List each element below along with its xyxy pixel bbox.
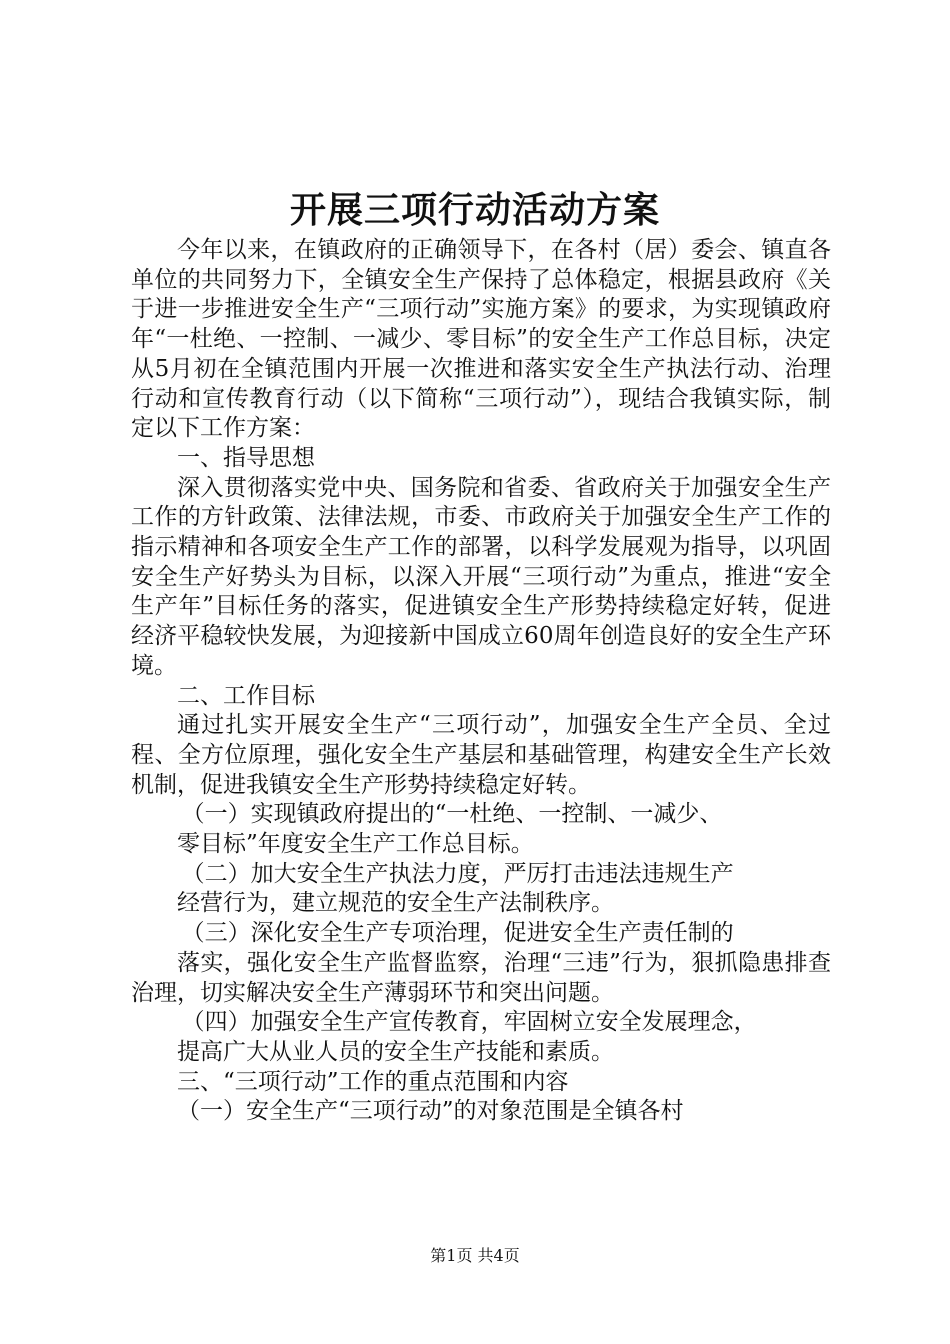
goal-item-4-line-2: 提高广大从业人员的安全生产技能和素质。 — [177, 1038, 614, 1065]
paragraph-work-goals: 通过扎实开展安全生产“三项行动”，加强安全生产全员、全过程、全方位原理，强化安全生产基层和基础管理，构建安全生产长效机制，促进我镇安全生产形势持续稳定好转。 — [131, 712, 831, 798]
goal-item-1-line-2: 零目标”年度安全生产工作总目标。 — [177, 831, 534, 858]
page-footer: 第1页 共4页 — [430, 1246, 520, 1265]
goal-item-2-line-2: 经营行为，建立规范的安全生产法制秩序。 — [177, 890, 614, 917]
document-title: 开展三项行动活动方案 — [289, 189, 660, 231]
goal-item-4-line-1: （四）加强安全生产宣传教育，牢固树立安全发展理念， — [181, 1009, 757, 1036]
goal-item-3-line-1: （三）深化安全生产专项治理，促进安全生产责任制的 — [181, 920, 734, 947]
goal-item-3-line-2: 落实，强化安全生产监督监察，治理“三违”行为，狠抓隐患排查治理，切实解决安全生产薄弱环节和突出问题。 — [131, 949, 831, 1006]
heading-work-goals: 二、工作目标 — [177, 682, 315, 709]
heading-guiding-ideology: 一、指导思想 — [177, 444, 315, 471]
paragraph-scope-item-1: （一）安全生产“三项行动”的对象范围是全镇各村 — [177, 1098, 684, 1125]
goal-item-1-line-1: （一）实现镇政府提出的“一杜绝、一控制、一减少、 — [181, 801, 723, 828]
goal-item-2-line-1: （二）加大安全生产执法力度，严厉打击违法违规生产 — [181, 860, 734, 887]
heading-scope-content: 三、“三项行动”工作的重点范围和内容 — [177, 1068, 569, 1095]
document-body — [131, 236, 831, 1127]
paragraph-guiding-ideology: 深入贯彻落实党中央、国务院和省委、省政府关于加强安全生产工作的方针政策、法律法规，市委、市政府关于加强安全生产工作的指示精神和各项安全生产工作的部署，以科学发展观为指导，以巩固安全生产好势头为目标，以深入开展“三项行动”为重点，推进“安全生产年”目标任务的落实，促进镇安全生产形势持续稳定好转，促进经济平稳较快发展，为迎接新中国成立60周年创造良好的安全生产环境。 — [131, 474, 831, 679]
paragraph-intro: 今年以来，在镇政府的正确领导下，在各村（居）委会、镇直各单位的共同努力下，全镇安全生产保持了总体稳定，根据县政府《关于进一步推进安全生产“三项行动”实施方案》的要求，为实现镇政府年“一杜绝、一控制、一减少、零目标”的安全生产工作总目标，决定从5月初在全镇范围内开展一次推进和落实安全生产执法行动、治理行动和宣传教育行动（以下简称“三项行动”），现结合我镇实际，制定以下工作方案： — [131, 237, 831, 442]
